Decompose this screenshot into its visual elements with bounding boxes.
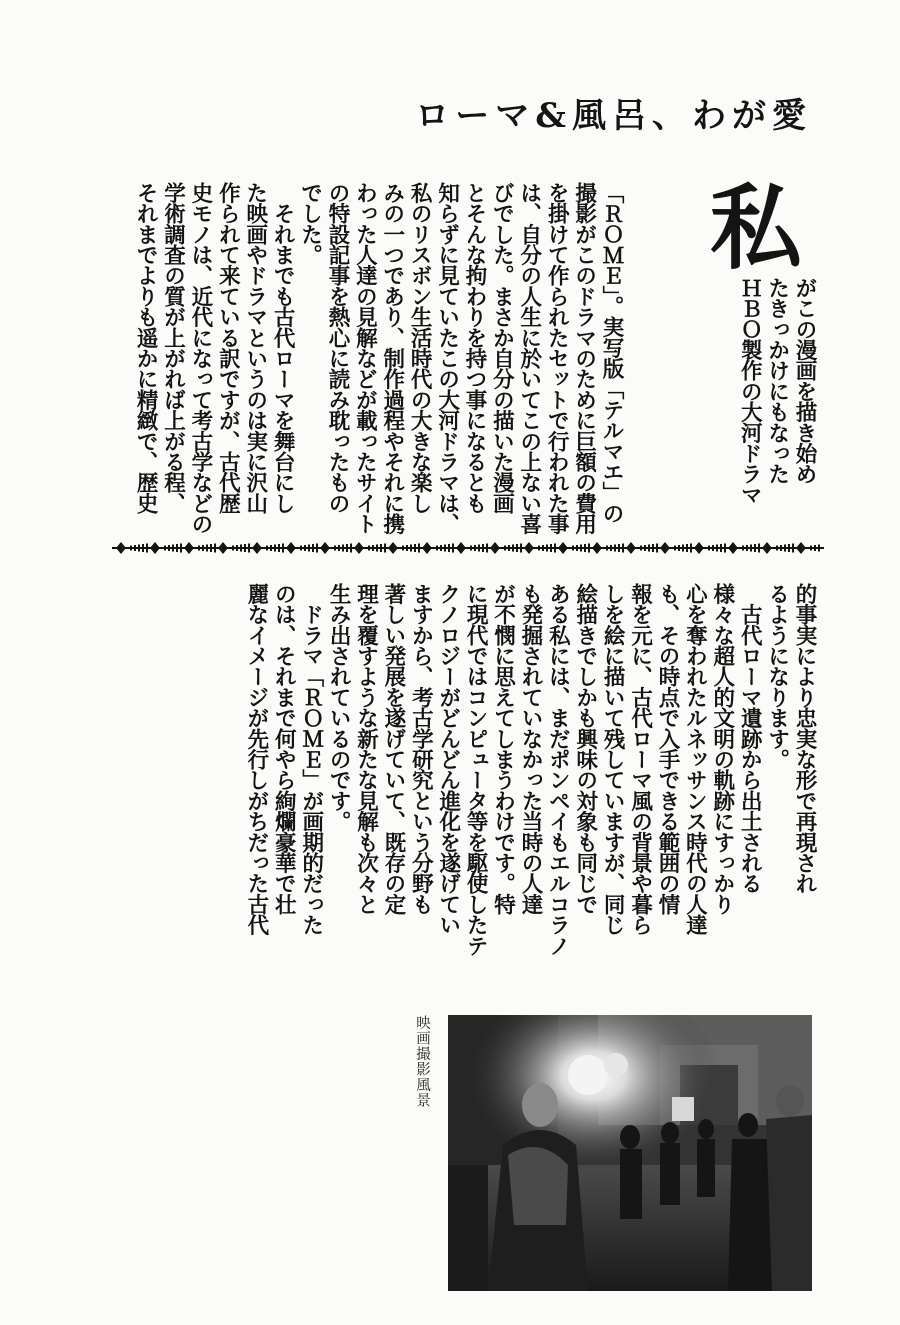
divider-tick <box>810 546 812 551</box>
divider-tick <box>754 544 756 552</box>
divider-tick <box>538 546 540 551</box>
divider-tick <box>202 545 204 551</box>
divider-diamond <box>184 542 194 554</box>
divider-tick <box>308 545 310 552</box>
divider-tick <box>406 545 408 551</box>
divider-tick <box>712 545 714 551</box>
divider-tick <box>682 545 684 552</box>
divider-tick <box>248 544 250 553</box>
body-paragraph-bottom: 的事実により忠実な形で再現され るようになります。 古代ローマ遺跡から出土される 様々な超人的文明の軌跡にすっかり 心を奪われたルネッサンス時代の人達 も、その時点で入手できる範囲の情 報を元に、古代ローマ風の背景や暮ら しを絵に描いて残していますが、同じ 絵描きでしかも興味の対象も同じで ある私には、まだポンペイもエルコラノ も発掘されていなかった当時の人達 が不憫に思えてしまうわけです。特 に現代ではコンピュータ等を駆使したテ クノロジーがどんどん進化を遂げてい ますから、考古学研究という分野も 著しい発展を遂げていて、既存の定 理を覆すような新たな見解も次々と 生み出されているのです。 ドラマ「ＲＯＭＥ」が画期的だった のは、それまで何やら絢爛豪華で壮 麗なイメージが先行しがちだった古代 <box>243 583 817 956</box>
divider-tick <box>674 546 676 551</box>
divider-tick <box>274 545 276 552</box>
divider-tick <box>478 545 480 552</box>
divider-tick <box>792 544 794 553</box>
divider-tick <box>784 545 786 552</box>
film-set-photo <box>448 1015 812 1291</box>
divider-tick <box>436 546 438 551</box>
article-title: ローマ&風呂、わが愛 <box>415 96 812 136</box>
divider-tick <box>606 546 608 551</box>
divider-tick <box>244 544 246 552</box>
divider-diamond <box>796 542 806 554</box>
divider-tick <box>402 546 404 551</box>
divider-tick <box>584 544 586 552</box>
divider-tick <box>516 544 518 552</box>
divider-tick <box>384 544 386 553</box>
divider-tick <box>312 544 314 552</box>
divider-tick <box>240 545 242 552</box>
divider-tick <box>508 545 510 551</box>
divider-tick <box>542 545 544 551</box>
divider-tick <box>304 545 306 551</box>
divider-tick <box>580 545 582 552</box>
divider-tick <box>146 544 148 553</box>
divider-diamond <box>558 542 568 554</box>
divider-tick <box>342 545 344 552</box>
divider-tick <box>350 544 352 553</box>
divider-tick <box>338 545 340 551</box>
intro-paragraph-right: がこの漫画を描き始め たきっかけにもなった ＨＢＯ製作の大河ドラマ <box>737 277 817 505</box>
divider-tick <box>198 546 200 551</box>
divider-tick <box>410 545 412 552</box>
divider-diamond <box>354 542 364 554</box>
divider-tick <box>690 544 692 553</box>
divider-tick <box>780 545 782 551</box>
divider-tick <box>444 545 446 552</box>
divider-tick <box>470 546 472 551</box>
divider-tick <box>504 546 506 551</box>
divider-tick <box>172 545 174 552</box>
divider-tick <box>418 544 420 553</box>
divider-tick <box>686 544 688 552</box>
drop-cap: 私 <box>709 174 802 282</box>
ornamental-divider <box>112 540 824 556</box>
film-set-photo-image <box>448 1015 812 1291</box>
divider-tick <box>588 544 590 553</box>
divider-tick <box>380 544 382 552</box>
divider-tick <box>210 544 212 552</box>
divider-diamond <box>694 542 704 554</box>
divider-tick <box>656 544 658 553</box>
divider-tick <box>278 544 280 552</box>
divider-tick <box>334 546 336 551</box>
divider-diamond <box>388 542 398 554</box>
divider-tick <box>138 545 140 552</box>
divider-tick <box>376 545 378 552</box>
divider-tick <box>270 545 272 551</box>
divider-tick <box>818 545 820 552</box>
divider-tick <box>482 544 484 552</box>
divider-tick <box>746 545 748 551</box>
divider-diamond <box>728 542 738 554</box>
divider-tick <box>452 544 454 553</box>
divider-tick <box>368 546 370 551</box>
divider-diamond <box>252 542 262 554</box>
divider-tick <box>232 546 234 551</box>
divider-tick <box>614 545 616 552</box>
divider-tick <box>546 545 548 552</box>
divider-tick <box>474 545 476 551</box>
divider-tick <box>622 544 624 553</box>
divider-tick <box>652 544 654 552</box>
divider-tick <box>776 546 778 551</box>
divider-tick <box>520 544 522 553</box>
divider-diamond <box>490 542 500 554</box>
divider-tick <box>724 544 726 553</box>
divider-tick <box>176 544 178 552</box>
divider-tick <box>168 545 170 551</box>
divider-tick <box>554 544 556 553</box>
divider-tick <box>164 546 166 551</box>
divider-tick <box>708 546 710 551</box>
divider-tick <box>610 545 612 551</box>
divider-diamond <box>524 542 534 554</box>
divider-diamond <box>286 542 296 554</box>
divider-tick <box>716 545 718 552</box>
divider-tick <box>648 545 650 552</box>
divider-tick <box>440 545 442 551</box>
divider-tick <box>346 544 348 552</box>
divider-diamond <box>422 542 432 554</box>
divider-tick <box>572 546 574 551</box>
photo-caption: 映画撮影風景 <box>414 1015 430 1108</box>
divider-tick <box>788 544 790 552</box>
divider-diamond <box>592 542 602 554</box>
divider-tick <box>134 545 136 551</box>
divider-diamond <box>456 542 466 554</box>
divider-diamond <box>626 542 636 554</box>
divider-diamond <box>660 542 670 554</box>
divider-tick <box>644 545 646 551</box>
intro-paragraph-main: 「ＲＯＭＥ」。実写版「テルマエ」の 撮影がこのドラマのために巨額の費用 を掛けて作られたセットで行われた事 は、自分の人生に於いてこの上ない喜 びでした。まさか自分の描いた漫画 とそんな拘わりを持つ事になるとも 知らずに見ていたこの大河ドラマは、 私のリスボン生活時代の大きな楽し みの一つであり、制作過程やそれに携 わった人達の見解などが載ったサイト の特設記事を熱心に読み耽ったもの でした。 それまでも古代ローマを舞台にし た映画やドラマというのは実に沢山 作られて来ている訳ですが、古代歴 史モノは、近代になって考古学などの 学術調査の質が上がれば上がる程、 それまでよりも遥かに精緻で、歴史 <box>133 182 624 534</box>
divider-tick <box>814 545 816 551</box>
divider-tick <box>486 544 488 553</box>
divider-tick <box>142 544 144 552</box>
divider-tick <box>758 544 760 553</box>
divider-tick <box>300 546 302 551</box>
divider-diamond <box>116 542 126 554</box>
divider-tick <box>206 545 208 552</box>
divider-tick <box>448 544 450 552</box>
divider-tick <box>180 544 182 553</box>
divider-tick <box>550 544 552 552</box>
divider-diamond <box>218 542 228 554</box>
divider-tick <box>414 544 416 552</box>
divider-tick <box>750 545 752 552</box>
divider-tick <box>282 544 284 553</box>
divider-tick <box>214 544 216 553</box>
divider-tick <box>266 546 268 551</box>
divider-tick <box>316 544 318 553</box>
divider-tick <box>130 546 132 551</box>
divider-tick <box>372 545 374 551</box>
divider-tick <box>576 545 578 551</box>
divider-tick <box>742 546 744 551</box>
divider-tick <box>640 546 642 551</box>
divider-tick <box>618 544 620 552</box>
divider-tick <box>236 545 238 551</box>
divider-diamond <box>320 542 330 554</box>
divider-diamond <box>150 542 160 554</box>
divider-diamond <box>762 542 772 554</box>
divider-tick <box>720 544 722 552</box>
divider-tick <box>512 545 514 552</box>
divider-tick <box>678 545 680 551</box>
